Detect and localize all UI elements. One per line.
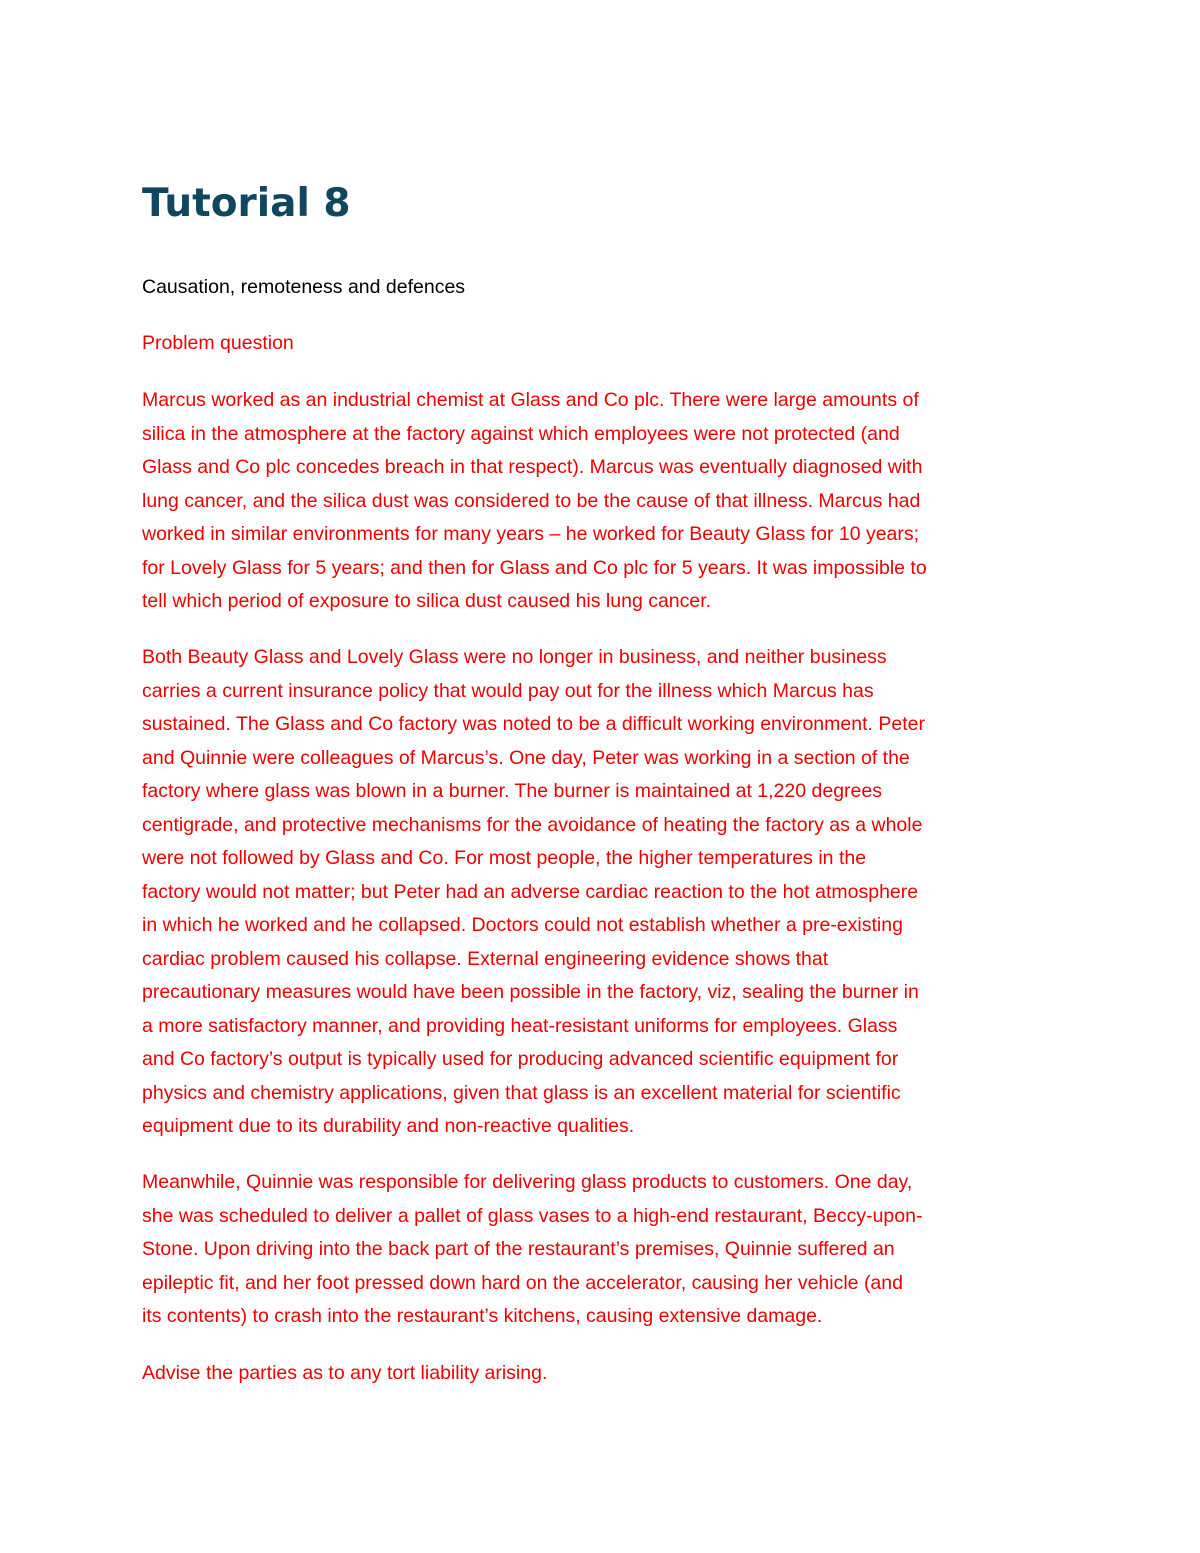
text-line: Advise the parties as to any tort liability arising.: [142, 1362, 548, 1384]
paragraph-quinnie: [142, 1166, 1062, 1334]
text-line: physics and chemistry applications, given that glass is an excellent material for scientific: [142, 1081, 901, 1104]
text-line: equipment due to its durability and non-reactive qualities.: [142, 1115, 635, 1137]
text-line: and Co factory’s output is typically used for producing advanced scientific equipment for: [142, 1048, 899, 1070]
text-line: worked in similar environments for many years – he worked for Beauty Glass for 10 years;: [142, 523, 920, 545]
text-line: cardiac problem caused his collapse. External engineering evidence shows that: [142, 947, 829, 970]
text-line: for Lovely Glass for 5 years; and then for Glass and Co plc for 5 years. It was impossible to: [142, 556, 927, 579]
text-line: she was scheduled to deliver a pallet of glass vases to a high-end restaurant, Beccy-upon-: [142, 1204, 923, 1227]
document-subtitle: Causation, remoteness and defences: [142, 276, 466, 298]
text-line: sustained. The Glass and Co factory was noted to be a difficult working environment. Peter: [142, 713, 925, 735]
text-line: in which he worked and he collapsed. Doctors could not establish whether a pre-existing: [142, 914, 903, 936]
paragraph-instruction: [142, 1357, 1062, 1391]
text-line: Both Beauty Glass and Lovely Glass were no longer in business, and neither business: [142, 646, 887, 668]
section-heading: Problem question: [142, 332, 294, 354]
text-line: silica in the atmosphere at the factory against which employees were not protected (and: [142, 422, 900, 445]
text-line: factory would not matter; but Peter had an adverse cardiac reaction to the hot atmosphere: [142, 880, 919, 903]
text-line: Marcus worked as an industrial chemist at Glass and Co plc. There were large amounts of: [142, 389, 919, 411]
text-line: centigrade, and protective mechanisms for the avoidance of heating the factory as a whole: [142, 813, 923, 836]
text-line: were not followed by Glass and Co. For most people, the higher temperatures in the: [142, 847, 867, 869]
text-line: epileptic fit, and her foot pressed down hard on the accelerator, causing her vehicle (and: [142, 1271, 903, 1294]
text-line: and Quinnie were colleagues of Marcus’s. One day, Peter was working in a section of the: [142, 746, 910, 769]
text-line: lung cancer, and the silica dust was considered to be the cause of that illness. Marcus had: [142, 489, 921, 512]
text-line: precautionary measures would have been possible in the factory, viz, sealing the burner in: [142, 981, 919, 1003]
text-line: carries a current insurance policy that would pay out for the illness which Marcus has: [142, 679, 874, 702]
text-line: its contents) to crash into the restaurant’s kitchens, causing extensive damage.: [142, 1305, 823, 1327]
text-line: a more satisfactory manner, and providing heat-resistant uniforms for employees. Glass: [142, 1014, 898, 1037]
text-line: Meanwhile, Quinnie was responsible for delivering glass products to customers. One day,: [142, 1171, 913, 1193]
paragraph-marcus: [142, 384, 1062, 619]
page-title: Tutorial 8: [142, 181, 351, 226]
text-line: Glass and Co plc concedes breach in that respect). Marcus was eventually diagnosed with: [142, 456, 923, 478]
paragraph-peter: [142, 641, 1062, 1144]
text-line: Stone. Upon driving into the back part of the restaurant’s premises, Quinnie suffered an: [142, 1238, 895, 1260]
text-line: tell which period of exposure to silica dust caused his lung cancer.: [142, 590, 712, 612]
text-line: factory where glass was blown in a burner. The burner is maintained at 1,220 degrees: [142, 780, 882, 802]
